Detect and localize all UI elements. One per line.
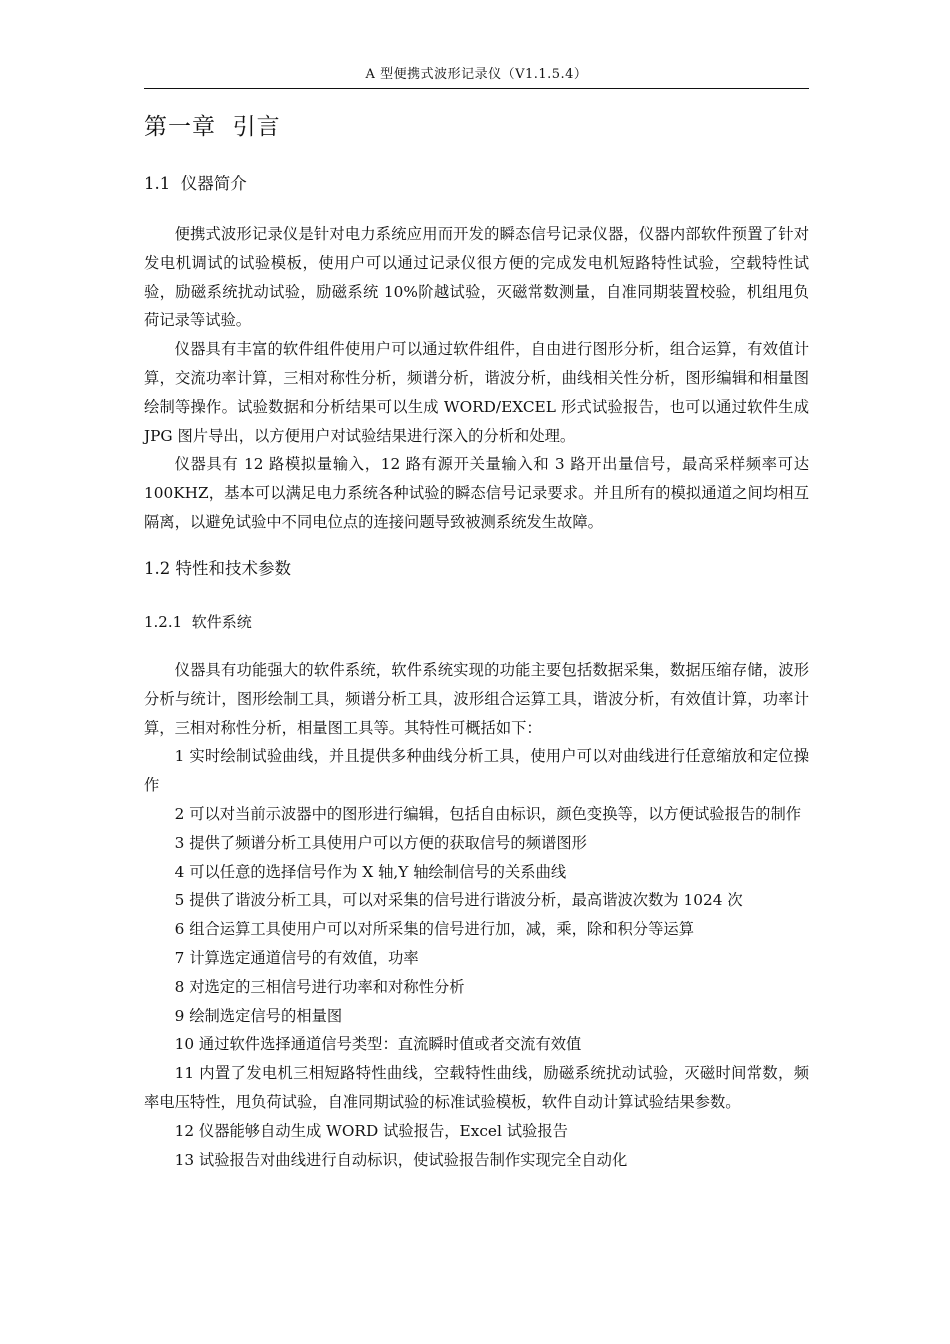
paragraph-software-system: 仪器具有功能强大的软件系统，软件系统实现的功能主要包括数据采集，数据压缩存储，波形分析与统计，图形绘制工具，频谱分析工具，波形组合运算工具，谐波分析，有效值计算，功率计算，三相对称性分析，相量图工具等。其特性可概括如下： [144,661,809,737]
section-title-1-2: 1.2 特性和技术参数 [144,559,291,578]
feature-item: 2 可以对当前示波器中的图形进行编辑，包括自由标识，颜色变换等，以方便试验报告的制作 [174,804,802,823]
feature-item: 11 内置了发电机三相短路特性曲线，空载特性曲线，励磁系统扰动试验，灭磁时间常数，频率电压特性，甩负荷试验，自准同期试验的标准试验模板，软件自动计算试验结果参数。 [144,1064,809,1111]
feature-item: 9 绘制选定信号的相量图 [174,1006,343,1025]
running-header: A 型便携式波形记录仪（V1.1.5.4） [365,67,588,82]
paragraph-channels: 仪器具有 12 路模拟量输入，12 路有源开关量输入和 3 路开出量信号，最高采样频率可达 100KHZ，基本可以满足电力系统各种试验的瞬态信号记录要求。并且所有的模拟通道之间均相互隔离，以避免试验中不同电位点的连接问题导致被测系统发生故障。 [144,455,809,531]
feature-item: 5 提供了谐波分析工具，可以对采集的信号进行谐波分析，最高谐波次数为 1024 次 [174,891,743,910]
feature-item: 6 组合运算工具使用户可以对所采集的信号进行加，减，乘，除和积分等运算 [174,920,694,939]
feature-item: 7 计算选定通道信号的有效值，功率 [174,948,419,967]
feature-item: 1 实时绘制试验曲线，并且提供多种曲线分析工具，使用户可以对曲线进行任意缩放和定位操作 [144,747,809,795]
section-1-1-body [144,220,809,537]
section-title-1-1: 1.1 仪器简介 [144,174,247,193]
section-1-2-1-body [144,656,809,1174]
feature-item: 10 通过软件选择通道信号类型：直流瞬时值或者交流有效值 [174,1035,582,1054]
subsection-title-1-2-1: 1.2.1 软件系统 [144,613,252,631]
paragraph-intro: 便携式波形记录仪是针对电力系统应用而开发的瞬态信号记录仪器，仪器内部软件预置了针对发电机调试的试验模板，使用户可以通过记录仪很方便的完成发电机短路特性试验，空载特性试验，励磁系统扰动试验，励磁系统 10%阶越试验，灭磁常数测量，自准同期装置校验，机组甩负荷记录等试验。 [144,225,809,330]
chapter-title: 第一章 引言 [144,114,281,140]
feature-item: 12 仪器能够自动生成 WORD 试验报告，Excel 试验报告 [174,1121,568,1140]
header-rule [144,88,809,89]
feature-item: 3 提供了频谱分析工具使用户可以方便的获取信号的频谱图形 [174,833,587,852]
feature-item: 8 对选定的三相信号进行功率和对称性分析 [174,977,465,996]
feature-item: 4 可以任意的选择信号作为 X 轴,Y 轴绘制信号的关系曲线 [174,862,567,881]
feature-item: 13 试验报告对曲线进行自动标识，使试验报告制作实现完全自动化 [174,1150,628,1169]
paragraph-software-components: 仪器具有丰富的软件组件使用户可以通过软件组件，自由进行图形分析，组合运算，有效值计算，交流功率计算，三相对称性分析，频谱分析，谐波分析，曲线相关性分析，图形编辑和相量图绘制等操作。试验数据和分析结果可以生成 WORD/EXCEL 形式试验报告，也可以通过软件生成 JPG 图片导出，以方便用户对试验结果进行深入的分析和处理。 [144,340,809,445]
